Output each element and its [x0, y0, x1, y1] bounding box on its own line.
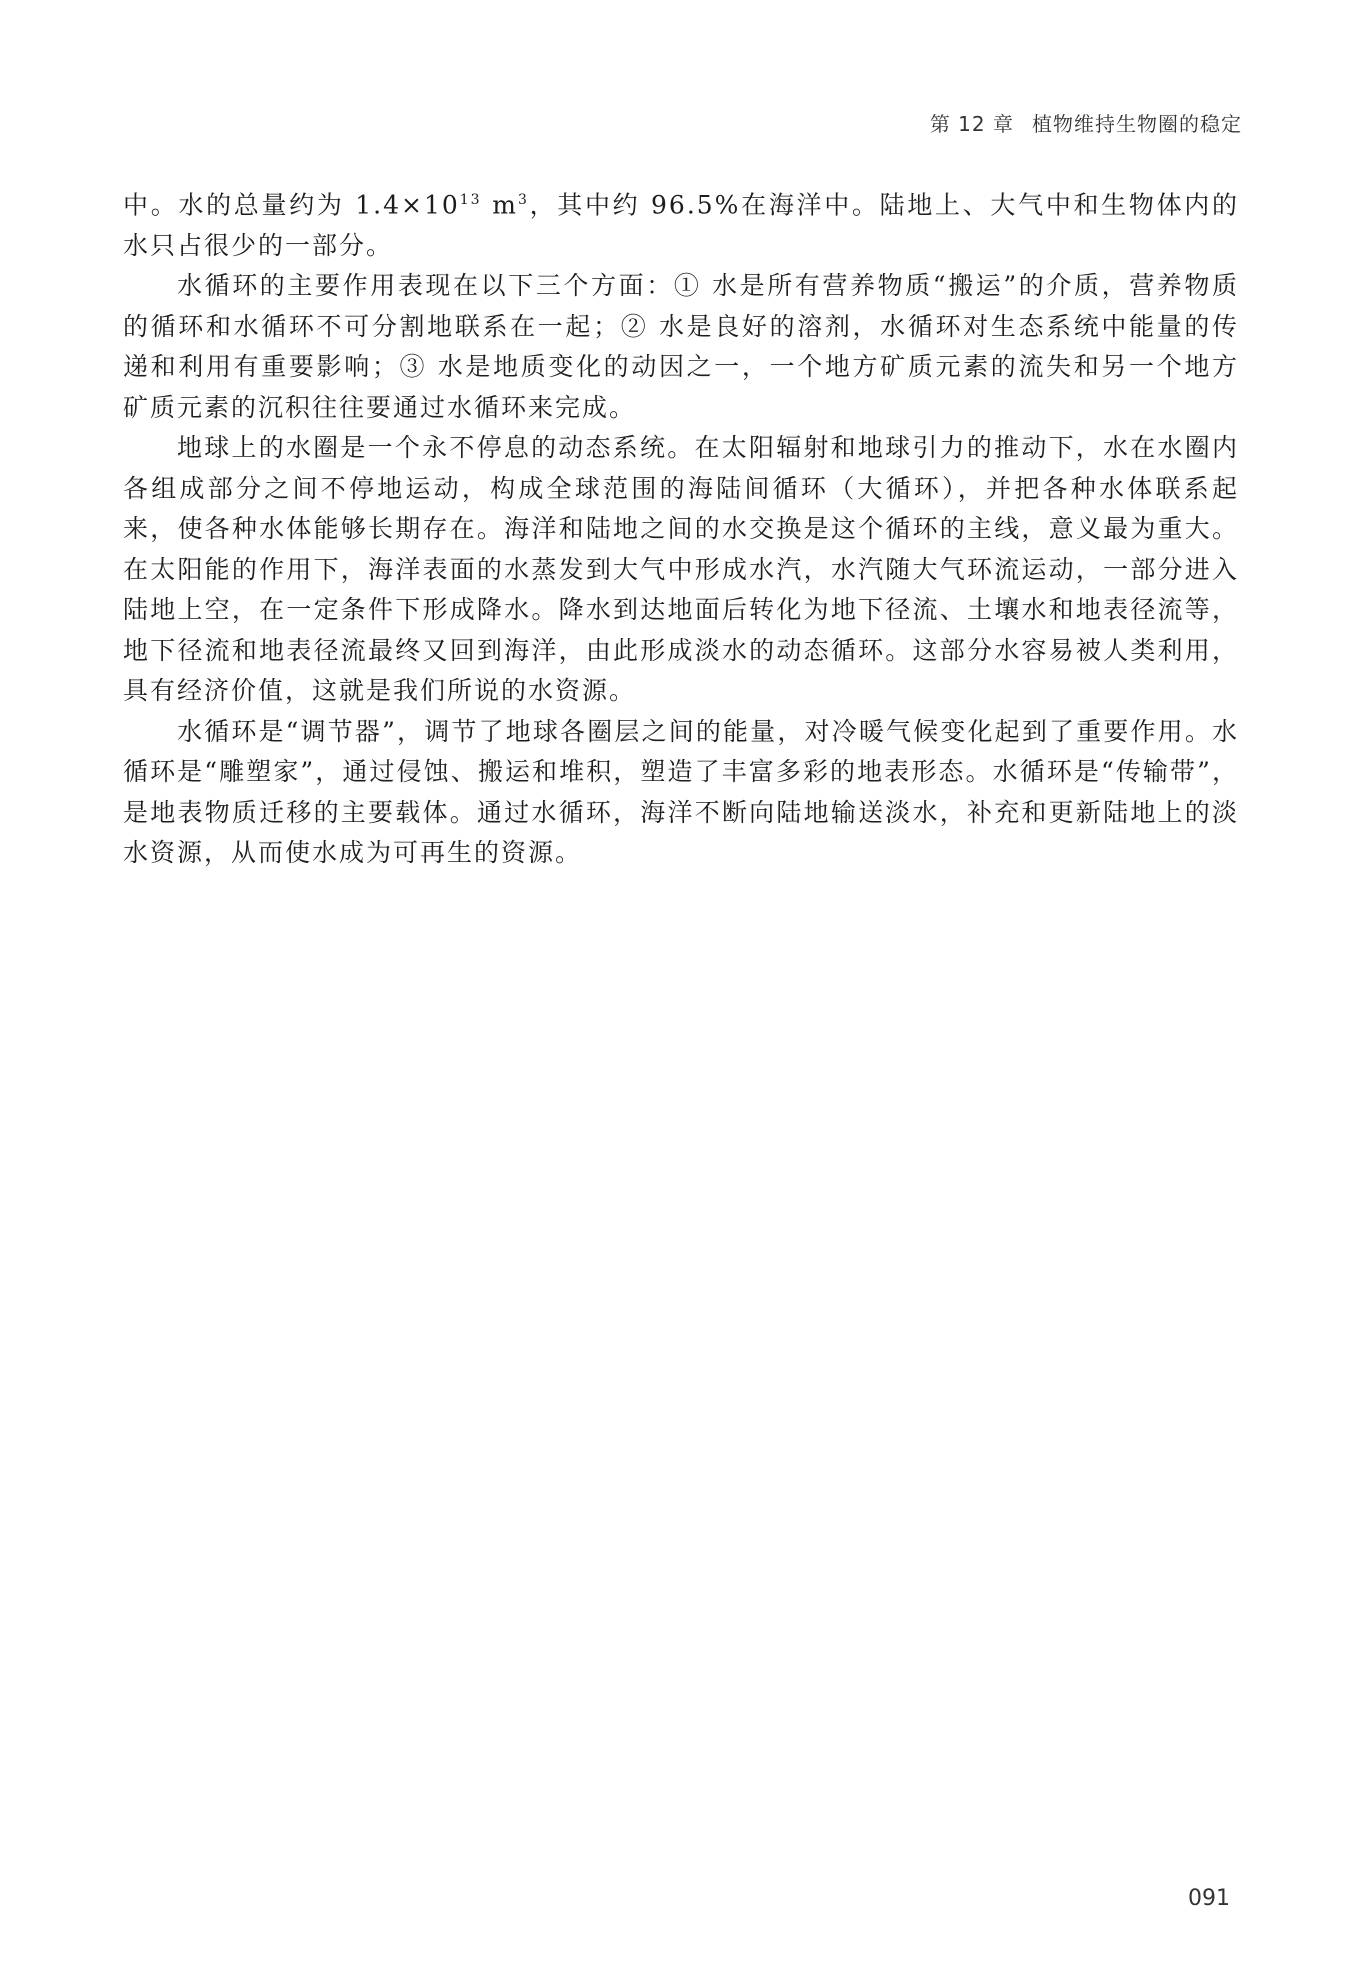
- paragraph-water-cycle-roles: 水循环的主要作用表现在以下三个方面：① 水是所有营养物质“搬运”的介质，营养物质的循环和水循环不可分割地联系在一起；② 水是良好的溶剂，水循环对生态系统中能量的传递和利用有重要影响；③ 水是地质变化的动因之一，一个地方矿质元素的流失和另一个地方矿质元素的沉积往往要通过水循环来完成。: [123, 271, 1239, 422]
- page-number: 091: [1188, 1886, 1230, 1911]
- running-header: [930, 108, 1242, 137]
- body-text: [123, 180, 1239, 874]
- superscript-unit: 3: [517, 192, 529, 208]
- paragraph-hydrosphere: 地球上的水圈是一个永不停息的动态系统。在太阳辐射和地球引力的推动下，水在水圈内各组成部分之间不停地运动，构成全球范围的海陆间循环（大循环），并把各种水体联系起来，使各种水体能够长期存在。海洋和陆地之间的水交换是这个循环的主线，意义最为重大。在太阳能的作用下，海洋表面的水蒸发到大气中形成水汽，水汽随大气环流运动，一部分进入陆地上空，在一定条件下形成降水。降水到达地面后转化为地下径流、土壤水和地表径流等，地下径流和地表径流最终又回到海洋，由此形成淡水的动态循环。这部分水容易被人类利用，具有经济价值，这就是我们所说的水资源。: [123, 433, 1239, 706]
- paragraph-water-cycle-metaphors: 水循环是“调节器”，调节了地球各圈层之间的能量，对冷暖气候变化起到了重要作用。水循环是“雕塑家”，通过侵蚀、搬运和堆积，塑造了丰富多彩的地表形态。水循环是“传输带”，是地表物质迁移的主要载体。通过水循环，海洋不断向陆地输送淡水，补充和更新陆地上的淡水资源，从而使水成为可再生的资源。: [123, 716, 1239, 868]
- chapter-title: 植物维持生物圈的稳定: [1032, 112, 1242, 136]
- paragraph-text: 中。水的总量约为 1.4×10: [123, 190, 460, 220]
- paragraph-text: m: [481, 190, 518, 220]
- chapter-number: 第 12 章: [929, 112, 1014, 136]
- paragraph-text: ，其中约 96.5%在海洋中。陆地上、大气中和生物体内的水只占很少的一部分。: [123, 190, 1240, 260]
- superscript-exponent: 13: [459, 192, 482, 208]
- paragraph-water-total: [123, 180, 1239, 266]
